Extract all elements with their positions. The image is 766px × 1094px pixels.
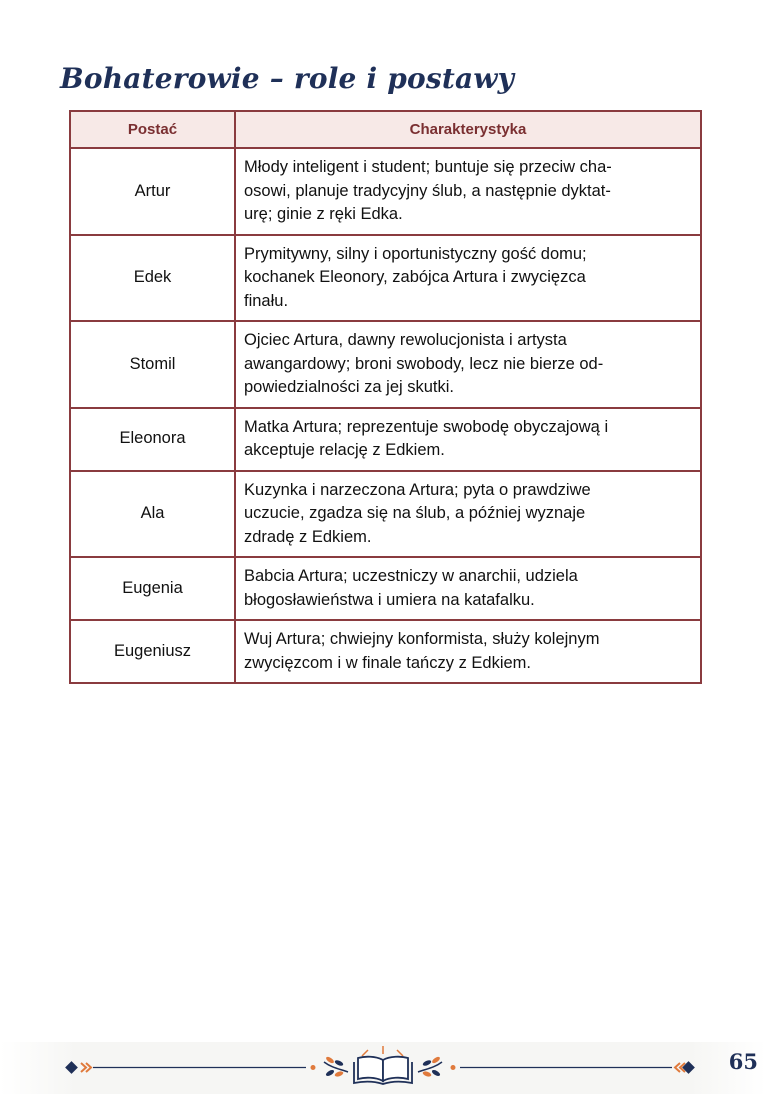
description-line: osowi, planuje tradycyjny ślub, a następnie dyktat- — [244, 181, 611, 200]
table-row — [70, 408, 701, 471]
diamond-icon — [65, 1061, 78, 1074]
page-footer — [0, 1036, 766, 1094]
character-name: Ala — [70, 471, 235, 558]
description-line: uczucie, zgadza się na ślub, a później wyznaje — [244, 504, 586, 522]
description-line: zwycięzcom i w finale tańczy z Edkiem. — [244, 653, 532, 672]
description-line: finału. — [244, 291, 289, 310]
description-line: Prymitywny, silny i oportunistyczny gość domu; — [244, 244, 587, 263]
table-row — [70, 321, 701, 408]
description-line: akceptuje relację z Edkiem. — [244, 441, 445, 459]
open-book-icon — [354, 1046, 412, 1084]
character-description — [235, 471, 701, 558]
table-row — [70, 235, 701, 322]
character-description — [235, 408, 701, 471]
table-header-row — [70, 111, 701, 148]
table-row — [70, 148, 701, 235]
description-line: Babcia Artura; uczestniczy w anarchii, udziela — [244, 567, 578, 585]
character-description — [235, 620, 701, 683]
dot-icon — [451, 1065, 456, 1070]
description-line: Młody inteligent i student; buntuje się przeciw cha- — [244, 158, 612, 176]
table-row — [70, 471, 701, 558]
character-name: Edek — [70, 235, 235, 322]
character-description — [235, 148, 701, 235]
description-line: Kuzynka i narzeczona Artura; pyta o prawdziwe — [244, 480, 591, 499]
column-header-description: Charakterystyka — [235, 111, 701, 148]
footer-ornament — [0, 1036, 766, 1094]
character-description — [235, 321, 701, 408]
column-header-character: Postać — [70, 111, 235, 148]
description-line: zdradę z Edkiem. — [244, 527, 372, 546]
description-line: urę; ginie z ręki Edka. — [244, 205, 403, 223]
character-name: Eugeniusz — [70, 620, 235, 683]
left-leaves-icon — [324, 1056, 348, 1078]
character-name: Stomil — [70, 321, 235, 408]
description-line: błogosławieństwa i umiera na katafalku. — [244, 590, 535, 609]
character-description — [235, 557, 701, 620]
description-line: Ojciec Artura, dawny rewolucjonista i artysta — [244, 331, 567, 349]
character-description — [235, 235, 701, 322]
description-line: powiedzialności za jej skutki. — [244, 378, 455, 396]
table-row — [70, 620, 701, 683]
page-number: 65 — [728, 1049, 758, 1074]
characters-table — [69, 110, 702, 684]
chevron-right-icon — [81, 1063, 91, 1072]
character-name: Artur — [70, 148, 235, 235]
character-name: Eugenia — [70, 557, 235, 620]
dot-icon — [311, 1065, 316, 1070]
description-line: Matka Artura; reprezentuje swobodę obyczajową i — [244, 417, 609, 436]
right-leaves-icon — [418, 1056, 442, 1078]
character-name: Eleonora — [70, 408, 235, 471]
description-line: kochanek Eleonory, zabójca Artura i zwycięzca — [244, 268, 586, 286]
table-row — [70, 557, 701, 620]
description-line: Wuj Artura; chwiejny konformista, służy kolejnym — [244, 630, 600, 648]
description-line: awangardowy; broni swobody, lecz nie bierze od- — [244, 354, 604, 373]
page-title: Bohaterowie – role i postawy — [60, 62, 515, 95]
